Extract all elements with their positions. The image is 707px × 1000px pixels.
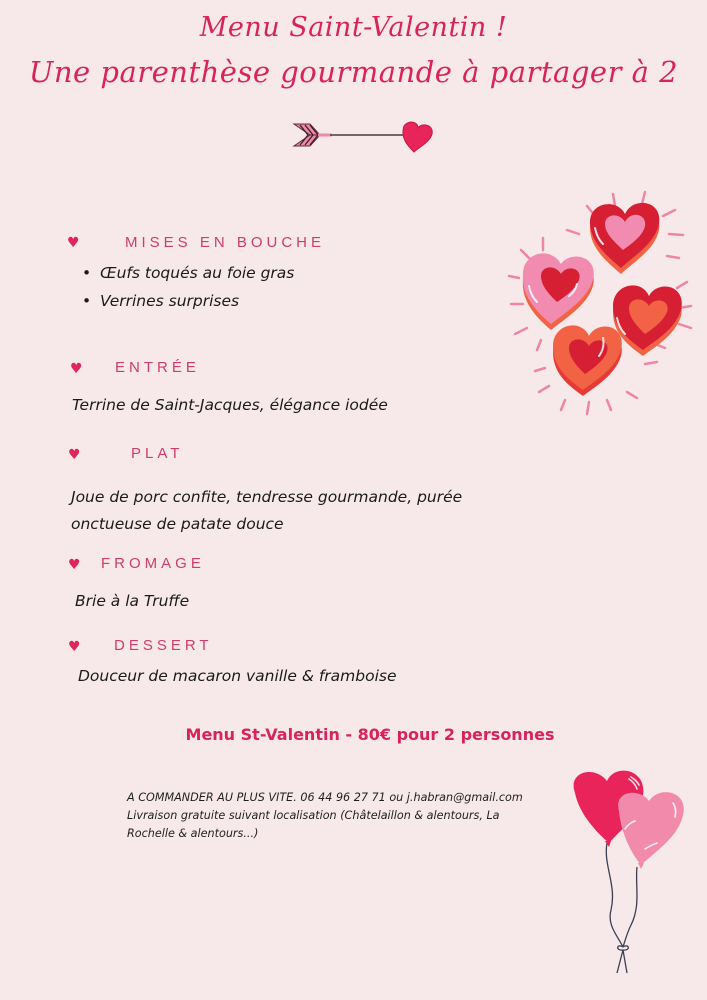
heart-icon: ♥: [68, 639, 81, 655]
order-info: [127, 789, 547, 843]
price-line: Menu St-Valentin - 80€ pour 2 personnes: [185, 725, 555, 744]
dish-fromage: Brie à la Truffe: [75, 592, 190, 610]
order-delivery-line2: Rochelle & alentours...): [127, 827, 259, 840]
dish-plat-line1: Joue de porc confite, tendresse gourmande, purée: [71, 488, 463, 506]
heart-icon: ♥: [68, 557, 81, 573]
mises-en-bouche-list: [78, 259, 294, 315]
dish-plat-line2: onctueuse de patate douce: [71, 515, 284, 533]
dish-item: • Verrines surprises: [78, 287, 294, 315]
heart-balloons-illustration: [565, 765, 695, 980]
menu-title: Menu Saint-Valentin !: [199, 12, 508, 43]
section-heading-entree: ENTRÉE: [115, 359, 200, 376]
dish-plat: [71, 484, 462, 538]
heart-icon: ♥: [67, 235, 80, 251]
heart-icon: ♥: [70, 361, 83, 377]
menu-subtitle: Une parenthèse gourmande à partager à 2: [28, 55, 679, 89]
order-contact: A COMMANDER AU PLUS VITE. 06 44 96 27 71 ou j.habran@gmail.com: [127, 791, 523, 804]
arrow-with-heart-icon: [292, 118, 438, 158]
section-heading-fromage: FROMAGE: [101, 555, 205, 572]
dish-entree: Terrine de Saint-Jacques, élégance iodée: [72, 396, 388, 414]
order-delivery-line1: Livraison gratuite suivant localisation (Châtelaillon & alentours, La: [127, 809, 500, 822]
heart-icon: ♥: [68, 447, 81, 463]
dish-dessert: Douceur de macaron vanille & framboise: [78, 667, 397, 685]
section-heading-mises-en-bouche: MISES EN BOUCHE: [125, 234, 326, 251]
section-heading-plat: PLAT: [131, 445, 184, 462]
candy-hearts-illustration: [495, 188, 695, 418]
section-heading-dessert: DESSERT: [114, 637, 213, 654]
dish-item: • Œufs toqués au foie gras: [78, 259, 294, 287]
